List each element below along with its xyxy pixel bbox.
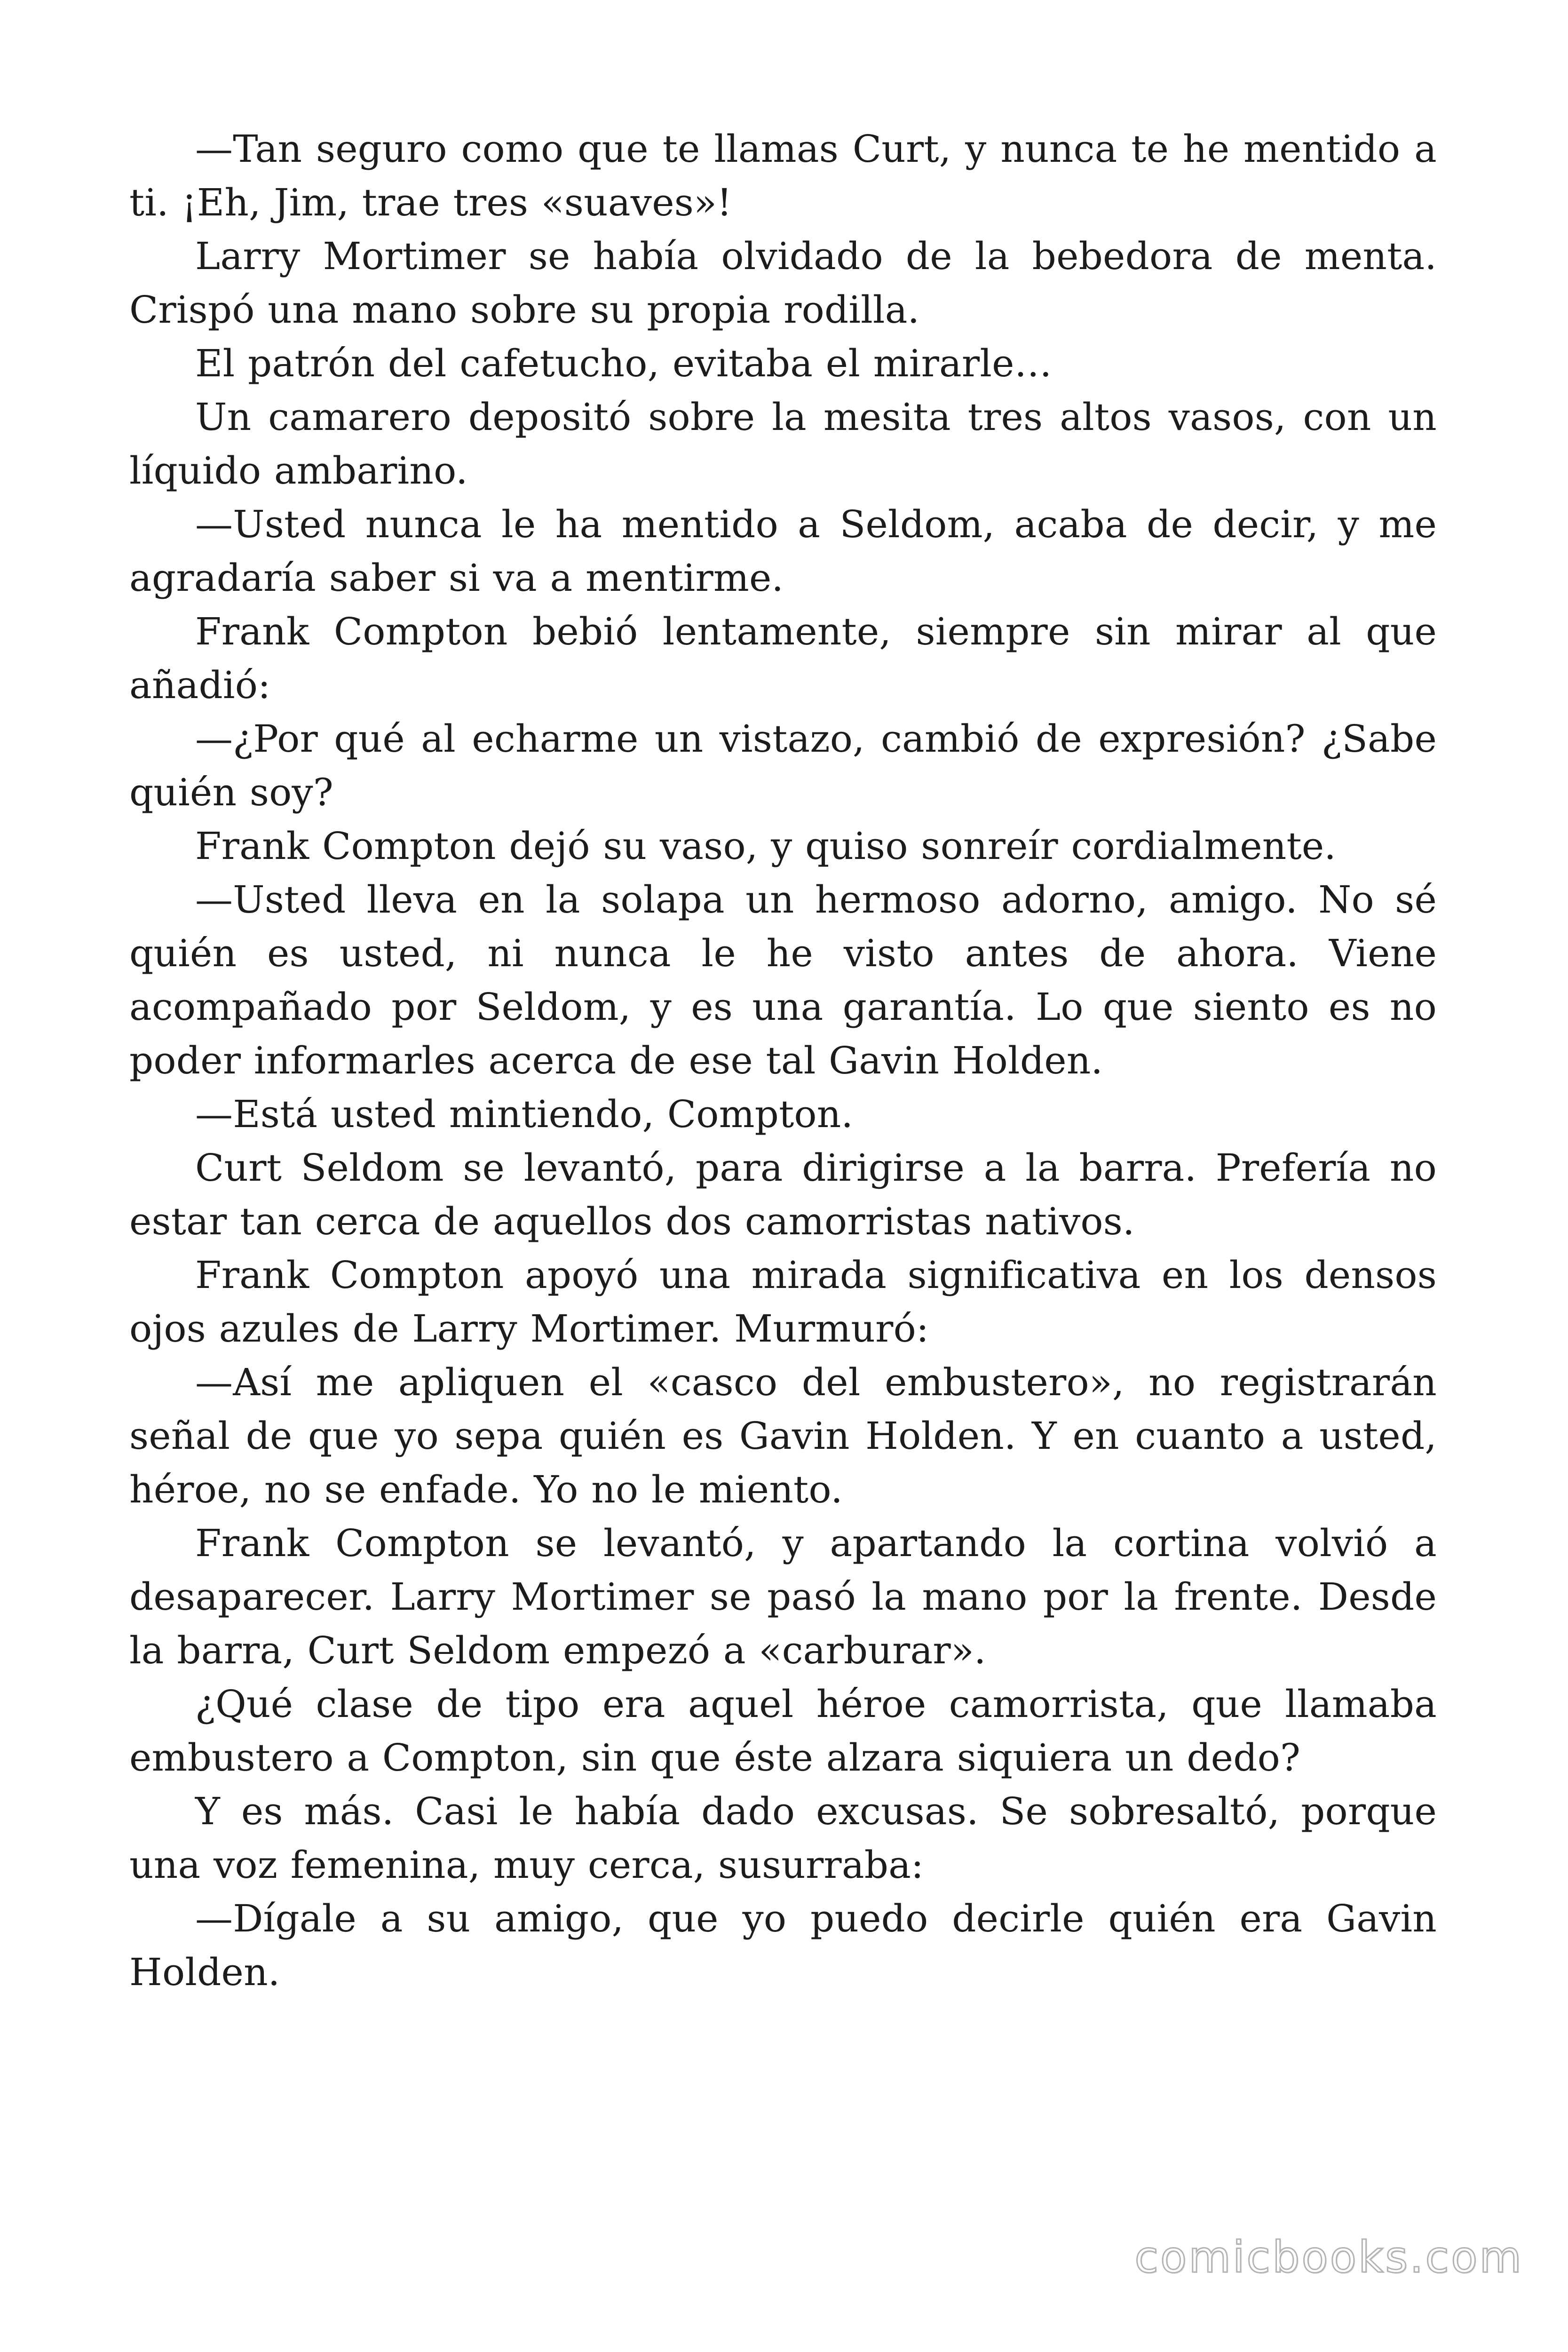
paragraph: Y es más. Casi le había dado excusas. Se sobresaltó, porque una voz femenina, muy cerca, susurraba: xyxy=(129,1789,1437,1887)
paragraph: Frank Compton dejó su vaso, y quiso sonreír cordialmente. xyxy=(195,824,1337,868)
paragraph: ¿Qué clase de tipo era aquel héroe camorrista, que llamaba embustero a Compton, sin que éste alzara siquiera un dedo? xyxy=(129,1682,1437,1780)
paragraph: —¿Por qué al echarme un vistazo, cambió de expresión? ¿Sabe quién soy? xyxy=(129,717,1437,814)
paragraph: Larry Mortimer se había olvidado de la bebedora de menta. Crispó una mano sobre su propia rodilla. xyxy=(129,234,1437,332)
paragraph: Frank Compton se levantó, y apartando la cortina volvió a desaparecer. Larry Mortimer se pasó la mano por la frente. Desde la barra, Curt Seldom empezó a «carburar». xyxy=(129,1521,1437,1672)
paragraph: Frank Compton bebió lentamente, siempre sin mirar al que añadió: xyxy=(129,610,1437,707)
paragraph: —Usted nunca le ha mentido a Seldom, acaba de decir, y me agradaría saber si va a mentirme. xyxy=(129,502,1437,600)
watermark: comicbooks.com xyxy=(1134,2232,1523,2282)
paragraph: Curt Seldom se levantó, para dirigirse a la barra. Prefería no estar tan cerca de aquellos dos camorristas nativos. xyxy=(129,1146,1437,1243)
paragraph: Frank Compton apoyó una mirada significativa en los densos ojos azules de Larry Mortimer. Murmuró: xyxy=(129,1253,1437,1351)
paragraph: Un camarero depositó sobre la mesita tres altos vasos, con un líquido ambarino. xyxy=(129,395,1437,493)
paragraph: —Usted lleva en la solapa un hermoso adorno, amigo. No sé quién es usted, ni nunca le he visto antes de ahora. Viene acompañado por Seldom, y es una garantía. Lo que siento es no poder informarles acerca de ese tal Gavin Holden. xyxy=(129,878,1437,1082)
paragraph: El patrón del cafetucho, evitaba el mirarle… xyxy=(195,342,1052,385)
paragraph: —Así me apliquen el «casco del embustero», no registrarán señal de que yo sepa quién es Gavin Holden. Y en cuanto a usted, héroe, no se enfade. Yo no le miento. xyxy=(129,1360,1437,1511)
paragraph: —Tan seguro como que te llamas Curt, y nunca te he mentido a ti. ¡Eh, Jim, trae tres «suaves»! xyxy=(129,127,1437,224)
paragraph: —Dígale a su amigo, que yo puedo decirle quién era Gavin Holden. xyxy=(129,1897,1437,1994)
body-text xyxy=(129,122,1437,1999)
paragraph: —Está usted mintiendo, Compton. xyxy=(195,1092,854,1136)
